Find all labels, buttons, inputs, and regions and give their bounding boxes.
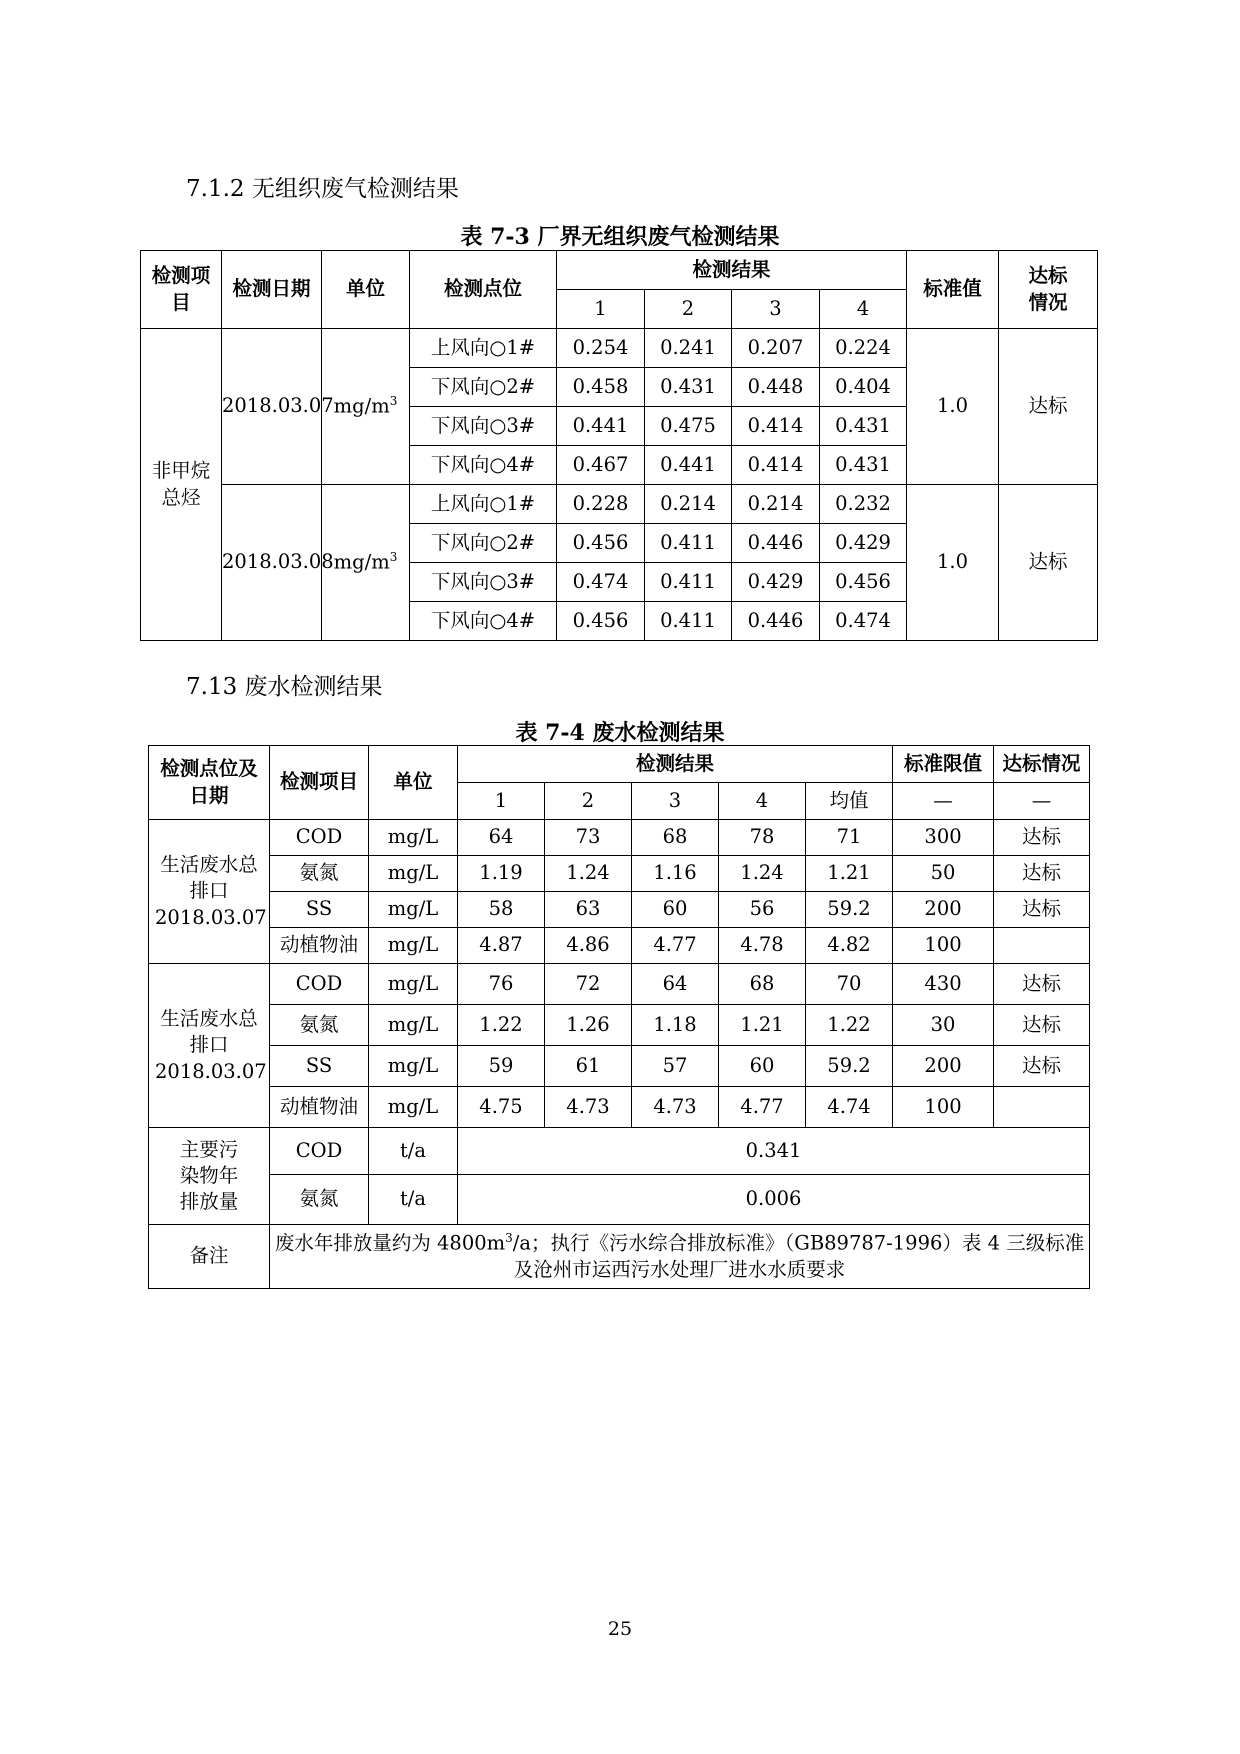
header-compliance: 达标情况 xyxy=(994,746,1090,783)
value-cell: 0.429 xyxy=(732,563,820,602)
value-cell: 60 xyxy=(719,1046,806,1087)
table-row xyxy=(149,892,1090,928)
limit-cell: 200 xyxy=(893,892,994,928)
unit-cell: mg/L xyxy=(369,856,458,892)
item-cell: COD xyxy=(270,820,369,856)
point-cell: 下风向○2# xyxy=(410,368,557,407)
unit-cell: mg/L xyxy=(369,1087,458,1128)
point-cell: 下风向○4# xyxy=(410,602,557,641)
header-result-2: 2 xyxy=(645,290,732,329)
value-cell: 4.78 xyxy=(719,928,806,964)
header-limit: 标准限值 xyxy=(893,746,994,783)
item-cell: 氨氮 xyxy=(270,1175,369,1225)
value-cell: 56 xyxy=(719,892,806,928)
value-cell: 0.214 xyxy=(645,485,732,524)
item-cell: COD xyxy=(270,1128,369,1175)
table-row xyxy=(141,329,1098,368)
limit-cell: 430 xyxy=(893,964,994,1005)
value-cell: 1.24 xyxy=(719,856,806,892)
average-cell: 71 xyxy=(806,820,893,856)
value-cell: 57 xyxy=(632,1046,719,1087)
value-cell: 1.24 xyxy=(545,856,632,892)
group-unit: $mg/m^3$ xyxy=(322,485,410,641)
header-result-4: 4 xyxy=(820,290,907,329)
value-cell: 60 xyxy=(632,892,719,928)
value-cell: 0.414 xyxy=(732,407,820,446)
item-cell: SS xyxy=(270,892,369,928)
section-heading-7-13: 7.13 废水检测结果 xyxy=(186,674,383,700)
value-cell: 72 xyxy=(545,964,632,1005)
item-cell: SS xyxy=(270,1046,369,1087)
value-cell: 78 xyxy=(719,820,806,856)
header-standard: 标准值 xyxy=(907,251,999,329)
header-average: 均值 xyxy=(806,783,893,820)
header-unit: 单位 xyxy=(322,251,410,329)
value-cell: 0.448 xyxy=(732,368,820,407)
item-name: 非甲烷总烃 xyxy=(141,329,222,641)
point-cell: 下风向○3# xyxy=(410,563,557,602)
unit-cell: t/a xyxy=(369,1128,458,1175)
limit-cell: 100 xyxy=(893,928,994,964)
value-cell: 0.458 xyxy=(557,368,645,407)
group-unit: $mg/m^3$ xyxy=(322,329,410,485)
compliance-cell: 达标 xyxy=(994,1046,1090,1087)
value-cell: 73 xyxy=(545,820,632,856)
group-point-date: 生活废水总排口 2018.03.07 xyxy=(149,964,270,1128)
group-point-date: 生活废水总排口 2018.03.07 xyxy=(149,820,270,964)
value-cell: 0.431 xyxy=(645,368,732,407)
value-cell: 4.73 xyxy=(632,1087,719,1128)
header-point: 检测点位 xyxy=(410,251,557,329)
value-cell: 68 xyxy=(632,820,719,856)
value-cell: 61 xyxy=(545,1046,632,1087)
group-date: 2018.03.08 xyxy=(222,485,322,641)
value-cell: 4.75 xyxy=(458,1087,545,1128)
unit-cell: mg/L xyxy=(369,892,458,928)
value-cell: 58 xyxy=(458,892,545,928)
value-cell: 4.77 xyxy=(719,1087,806,1128)
value-cell: 63 xyxy=(545,892,632,928)
point-cell: 下风向○4# xyxy=(410,446,557,485)
average-cell: 59.2 xyxy=(806,1046,893,1087)
value-cell: 0.241 xyxy=(645,329,732,368)
emission-value: 0.006 xyxy=(458,1175,1090,1225)
table-row xyxy=(149,964,1090,1005)
value-cell: 0.474 xyxy=(557,563,645,602)
table-row xyxy=(141,485,1098,524)
header-result-1: 1 xyxy=(557,290,645,329)
value-cell: 0.441 xyxy=(645,446,732,485)
emission-value: 0.341 xyxy=(458,1128,1090,1175)
item-cell: 氨氮 xyxy=(270,856,369,892)
average-cell: 1.22 xyxy=(806,1005,893,1046)
table-row xyxy=(149,1175,1090,1225)
unit-cell: mg/L xyxy=(369,928,458,964)
value-cell: 4.77 xyxy=(632,928,719,964)
group-standard: 1.0 xyxy=(907,485,999,641)
average-cell: 70 xyxy=(806,964,893,1005)
limit-cell: 100 xyxy=(893,1087,994,1128)
unit-cell: t/a xyxy=(369,1175,458,1225)
value-cell: 0.431 xyxy=(820,446,907,485)
value-cell: 0.441 xyxy=(557,407,645,446)
value-cell: 1.22 xyxy=(458,1005,545,1046)
header-result-2: 2 xyxy=(545,783,632,820)
value-cell: 0.411 xyxy=(645,563,732,602)
note-label: 备注 xyxy=(149,1225,270,1289)
table-row xyxy=(149,1128,1090,1175)
value-cell: 0.414 xyxy=(732,446,820,485)
value-cell: 0.224 xyxy=(820,329,907,368)
value-cell: 1.21 xyxy=(719,1005,806,1046)
header-results: 检测结果 xyxy=(557,251,907,290)
value-cell: 1.26 xyxy=(545,1005,632,1046)
table-row xyxy=(149,1087,1090,1128)
table-7-4-wastewater xyxy=(148,745,1090,1289)
point-cell: 上风向○1# xyxy=(410,329,557,368)
compliance-cell xyxy=(994,928,1090,964)
compliance-cell: 达标 xyxy=(994,892,1090,928)
value-cell: 0.475 xyxy=(645,407,732,446)
header-result-3: 3 xyxy=(732,290,820,329)
value-cell: 68 xyxy=(719,964,806,1005)
value-cell: 1.18 xyxy=(632,1005,719,1046)
value-cell: 0.411 xyxy=(645,524,732,563)
header-unit: 单位 xyxy=(369,746,458,820)
item-cell: 动植物油 xyxy=(270,1087,369,1128)
limit-cell: 30 xyxy=(893,1005,994,1046)
header-item: 检测项目 xyxy=(141,251,222,329)
table-7-3-caption: 表 7-3 厂界无组织废气检测结果 xyxy=(460,224,780,250)
value-cell: 0.446 xyxy=(732,602,820,641)
value-cell: 0.411 xyxy=(645,602,732,641)
unit-cell: mg/L xyxy=(369,1046,458,1087)
value-cell: 0.228 xyxy=(557,485,645,524)
limit-cell: 300 xyxy=(893,820,994,856)
limit-cell: 50 xyxy=(893,856,994,892)
table-row xyxy=(149,1046,1090,1087)
value-cell: 0.446 xyxy=(732,524,820,563)
value-cell: 0.467 xyxy=(557,446,645,485)
value-cell: 64 xyxy=(458,820,545,856)
value-cell: 1.16 xyxy=(632,856,719,892)
average-cell: 4.74 xyxy=(806,1087,893,1128)
compliance-cell: 达标 xyxy=(994,1005,1090,1046)
value-cell: 0.404 xyxy=(820,368,907,407)
header-point-date: 检测点位及日期 xyxy=(149,746,270,820)
value-cell: 76 xyxy=(458,964,545,1005)
item-cell: 氨氮 xyxy=(270,1005,369,1046)
value-cell: 0.207 xyxy=(732,329,820,368)
header-results: 检测结果 xyxy=(458,746,893,783)
header-date: 检测日期 xyxy=(222,251,322,329)
unit-cell: mg/L xyxy=(369,820,458,856)
value-cell: 0.254 xyxy=(557,329,645,368)
item-cell: 动植物油 xyxy=(270,928,369,964)
header-result-4: 4 xyxy=(719,783,806,820)
compliance-cell: 达标 xyxy=(994,856,1090,892)
compliance-cell: 达标 xyxy=(994,964,1090,1005)
unit-cell: mg/L xyxy=(369,964,458,1005)
table-7-3-unorganized-exhaust xyxy=(140,250,1098,641)
table-row xyxy=(149,928,1090,964)
point-cell: 下风向○2# xyxy=(410,524,557,563)
table-row xyxy=(149,1225,1090,1289)
section-heading-7-1-2: 7.1.2 无组织废气检测结果 xyxy=(186,176,459,202)
group-compliance: 达标 xyxy=(999,485,1098,641)
compliance-cell xyxy=(994,1087,1090,1128)
emission-label: 主要污染物年排放量 xyxy=(149,1128,270,1225)
value-cell: 0.431 xyxy=(820,407,907,446)
value-cell: 0.474 xyxy=(820,602,907,641)
value-cell: 4.86 xyxy=(545,928,632,964)
value-cell: 0.232 xyxy=(820,485,907,524)
limit-cell: 200 xyxy=(893,1046,994,1087)
average-cell: 1.21 xyxy=(806,856,893,892)
header-compliance-dash: — xyxy=(994,783,1090,820)
value-cell: 0.456 xyxy=(557,602,645,641)
table-row xyxy=(149,820,1090,856)
value-cell: 59 xyxy=(458,1046,545,1087)
compliance-cell: 达标 xyxy=(994,820,1090,856)
value-cell: 64 xyxy=(632,964,719,1005)
value-cell: 4.87 xyxy=(458,928,545,964)
value-cell: 0.214 xyxy=(732,485,820,524)
value-cell: 0.456 xyxy=(557,524,645,563)
group-compliance: 达标 xyxy=(999,329,1098,485)
header-limit-dash: — xyxy=(893,783,994,820)
table-row xyxy=(149,1005,1090,1046)
header-compliance: 达标情况 xyxy=(999,251,1098,329)
value-cell: 1.19 xyxy=(458,856,545,892)
table-row xyxy=(149,856,1090,892)
average-cell: 4.82 xyxy=(806,928,893,964)
table-7-4-caption: 表 7-4 废水检测结果 xyxy=(515,720,725,746)
group-standard: 1.0 xyxy=(907,329,999,485)
point-cell: 上风向○1# xyxy=(410,485,557,524)
group-date: 2018.03.07 xyxy=(222,329,322,485)
average-cell: 59.2 xyxy=(806,892,893,928)
note-text: 废水年排放量约为 $4800m^3/a$；执行《污水综合排放标准》（GB89787-1996）表 4 三级标准及沧州市运西污水处理厂进水水质要求 xyxy=(270,1225,1090,1289)
header-result-3: 3 xyxy=(632,783,719,820)
value-cell: 0.456 xyxy=(820,563,907,602)
value-cell: 0.429 xyxy=(820,524,907,563)
header-result-1: 1 xyxy=(458,783,545,820)
unit-cell: mg/L xyxy=(369,1005,458,1046)
page-number: 25 xyxy=(607,1618,633,1640)
point-cell: 下风向○3# xyxy=(410,407,557,446)
item-cell: COD xyxy=(270,964,369,1005)
header-item: 检测项目 xyxy=(270,746,369,820)
value-cell: 4.73 xyxy=(545,1087,632,1128)
